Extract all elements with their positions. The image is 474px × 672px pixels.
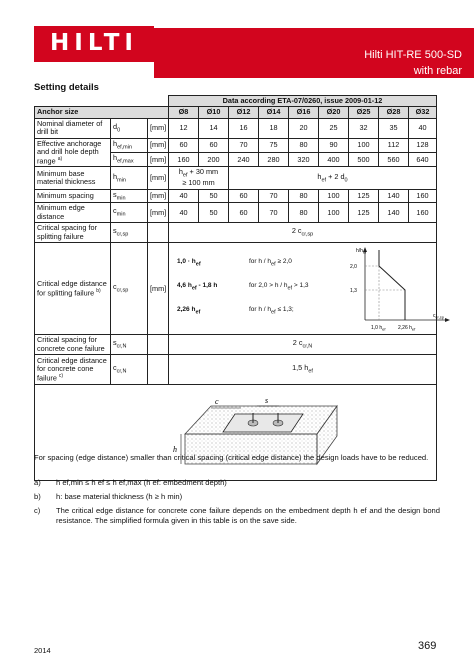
table-row [35, 335, 437, 355]
table-row [35, 167, 437, 189]
page-number: 369 [418, 640, 437, 652]
graph-x-tick: 1,0 $h_{ef}$ [371, 325, 386, 332]
row-label: Minimum spacing [35, 189, 111, 203]
row-unit: [mm] [148, 203, 169, 223]
table-cell: 60 [229, 203, 259, 223]
footnote: c) The critical edge distance for concrete cone failure depends on the embedment depth h ef and the design bond resistance. The simplified formula given in this table is on the save side. [34, 505, 440, 525]
row-symbol: $s_{min}$ [111, 189, 148, 203]
formula-row: $1,0 \cdot h_{ef}$ for $h / h_{ef} \ge 2,0$ [177, 258, 292, 268]
logo-text: HILTI [50, 30, 138, 56]
size-header: Ø20 [319, 107, 349, 118]
figure-label-c: c [215, 396, 219, 406]
table-cell: 90 [319, 138, 349, 152]
table-cell: 400 [319, 153, 349, 167]
row-label: Effective anchorage and drill hole depth range $^{a)}$ [35, 138, 111, 167]
row-symbol: $c_{cr,N}$ [111, 355, 148, 385]
table-cell: 50 [199, 203, 229, 223]
table-cell: 112 [379, 138, 409, 152]
row-symbol: $c_{min}$ [111, 203, 148, 223]
table-cell: 80 [289, 203, 319, 223]
page-header [0, 14, 474, 77]
graph-x-label: $c_{cr,sp}$ [433, 313, 444, 320]
table-cell: 128 [409, 138, 437, 152]
table-row [35, 223, 437, 243]
graph-y-tick: 1,3 [350, 288, 357, 295]
size-header: Ø8 [169, 107, 199, 118]
table-cell: 560 [379, 153, 409, 167]
row-label: Minimum edge distance [35, 203, 111, 223]
figure-cell [35, 385, 437, 481]
anchor-layout-figure [35, 386, 435, 480]
table-cell: 40 [409, 118, 437, 138]
table-cell: 160 [169, 153, 199, 167]
figure-label-h: h [173, 444, 177, 454]
header-band [154, 28, 474, 78]
row-symbol: $d_0$ [111, 118, 148, 138]
row-unit: [mm] [148, 138, 169, 152]
table-cell: 80 [289, 138, 319, 152]
table-row [35, 138, 437, 152]
table-cell: $h_{ef} + 2$ $d_0$ [229, 167, 437, 189]
anchor-size-label: Anchor size [35, 107, 169, 118]
row-label: Critical edge distance for splitting failure $^{b)}$ [35, 243, 111, 335]
graph-x-tick: 2,26 $h_{ef}$ [398, 325, 416, 332]
table-cell: 100 [319, 203, 349, 223]
table-row [35, 355, 437, 385]
table-cell: 18 [259, 118, 289, 138]
graph-y-tick: 2,0 [350, 264, 357, 271]
size-header: Ø25 [349, 107, 379, 118]
row-unit: [mm] [148, 189, 169, 203]
table-cell: 2 $c_{cr,sp}$ [169, 223, 437, 243]
row-symbol: $h_{ef,min}$ [111, 138, 148, 152]
table-cell: 60 [229, 189, 259, 203]
section-title: Setting details [34, 82, 99, 93]
size-header: Ø14 [259, 107, 289, 118]
table-cell: 40 [169, 203, 199, 223]
table-cell: 100 [319, 189, 349, 203]
row-unit: [mm] [148, 167, 169, 189]
table-cell: 16 [229, 118, 259, 138]
row-symbol: $h_{min}$ [111, 167, 148, 189]
formula-row: 4,6 $h_{ef} - 1,8$ h for $2,0 > h / h_{ef} > 1,3$ [177, 282, 309, 292]
row-symbol: $h_{ef,max}$ [111, 153, 148, 167]
eta-reference: Data according ETA-07/0260, issue 2009-01-12 [169, 96, 437, 107]
footnotes [34, 478, 440, 529]
product-subtitle: with rebar [413, 65, 462, 77]
table-cell: 70 [229, 138, 259, 152]
table-cell: 140 [379, 189, 409, 203]
row-label: Critical spacing for concrete cone failure [35, 335, 111, 355]
table-cell: 12 [169, 118, 199, 138]
row-unit: [mm] [148, 243, 169, 335]
row-label: Critical spacing for splitting failure [35, 223, 111, 243]
row-symbol: $s_{cr,N}$ [111, 335, 148, 355]
table-cell: 60 [199, 138, 229, 152]
row-label: Critical edge distance for concrete cone failure $^{c)}$ [35, 355, 111, 385]
table-row [35, 203, 437, 223]
table-cell: 70 [259, 189, 289, 203]
table-cell: 320 [289, 153, 319, 167]
figure-row [35, 385, 437, 481]
figure-label-s: s [265, 395, 269, 405]
table-cell: 32 [349, 118, 379, 138]
table-cell: 70 [259, 203, 289, 223]
row-symbol: $s_{cr,sp}$ [111, 223, 148, 243]
table-cell: 240 [229, 153, 259, 167]
table-cell: 100 [349, 138, 379, 152]
size-header: Ø28 [379, 107, 409, 118]
table-row [35, 189, 437, 203]
table-cell: 160 [409, 189, 437, 203]
table-cell: 280 [259, 153, 289, 167]
table-cell: 1,5 $h_{ef}$ [169, 355, 437, 385]
table-cell: 125 [349, 203, 379, 223]
table-cell: 20 [289, 118, 319, 138]
row-unit: [mm] [148, 153, 169, 167]
footnote: b) h: base material thickness (h ≥ h min) [34, 491, 183, 501]
footnote: a) h ef,min ≤ h ef ≤ h ef,max (h ef: embedment depth) [34, 478, 227, 487]
table-cell: 140 [379, 203, 409, 223]
hilti-logo [34, 26, 154, 62]
size-header: Ø16 [289, 107, 319, 118]
table-cell: 2 $c_{cr,N}$ [169, 335, 437, 355]
row-symbol: $c_{cr,sp}$ [111, 243, 148, 335]
table-cell: 25 [319, 118, 349, 138]
table-cell: 60 [169, 138, 199, 152]
table-row [35, 243, 437, 335]
table-cell: 50 [199, 189, 229, 203]
table-cell: 125 [349, 189, 379, 203]
formula-list [177, 251, 347, 323]
table-cell: $h_{ef} + 30$ mm ≥ 100 mm [169, 167, 229, 189]
table-cell: 160 [409, 203, 437, 223]
setting-details-table [34, 95, 444, 481]
table-header-row [35, 107, 437, 118]
table-cell: 35 [379, 118, 409, 138]
table-cell: 75 [259, 138, 289, 152]
row-label: Minimum base material thickness [35, 167, 111, 189]
table-cell: 40 [169, 189, 199, 203]
table-cell: 80 [289, 189, 319, 203]
table-cell: 500 [349, 153, 379, 167]
table-row [35, 118, 437, 138]
spacing-note: For spacing (edge distance) smaller than critical spacing (critical edge distance) the design loads have to be reduced. [34, 453, 429, 462]
row-unit: [mm] [148, 118, 169, 138]
table-band-row [35, 96, 437, 107]
graph-y-label: $h/h_{ef}$ [356, 248, 367, 255]
table-cell: 200 [199, 153, 229, 167]
table-cell: 14 [199, 118, 229, 138]
size-header: Ø10 [199, 107, 229, 118]
table-cell: 640 [409, 153, 437, 167]
splitting-formula-cell [169, 243, 444, 335]
size-header: Ø32 [409, 107, 437, 118]
size-header: Ø12 [229, 107, 259, 118]
formula-row: 2,26 $h_{ef}$ for $h / h_{ef} \le 1,3$; [177, 306, 294, 316]
splitting-graph [345, 244, 455, 334]
row-label: Nominal diameter of drill bit [35, 118, 111, 138]
footer-year: 2014 [34, 646, 51, 655]
product-name: Hilti HIT-RE 500-SD [364, 49, 462, 61]
